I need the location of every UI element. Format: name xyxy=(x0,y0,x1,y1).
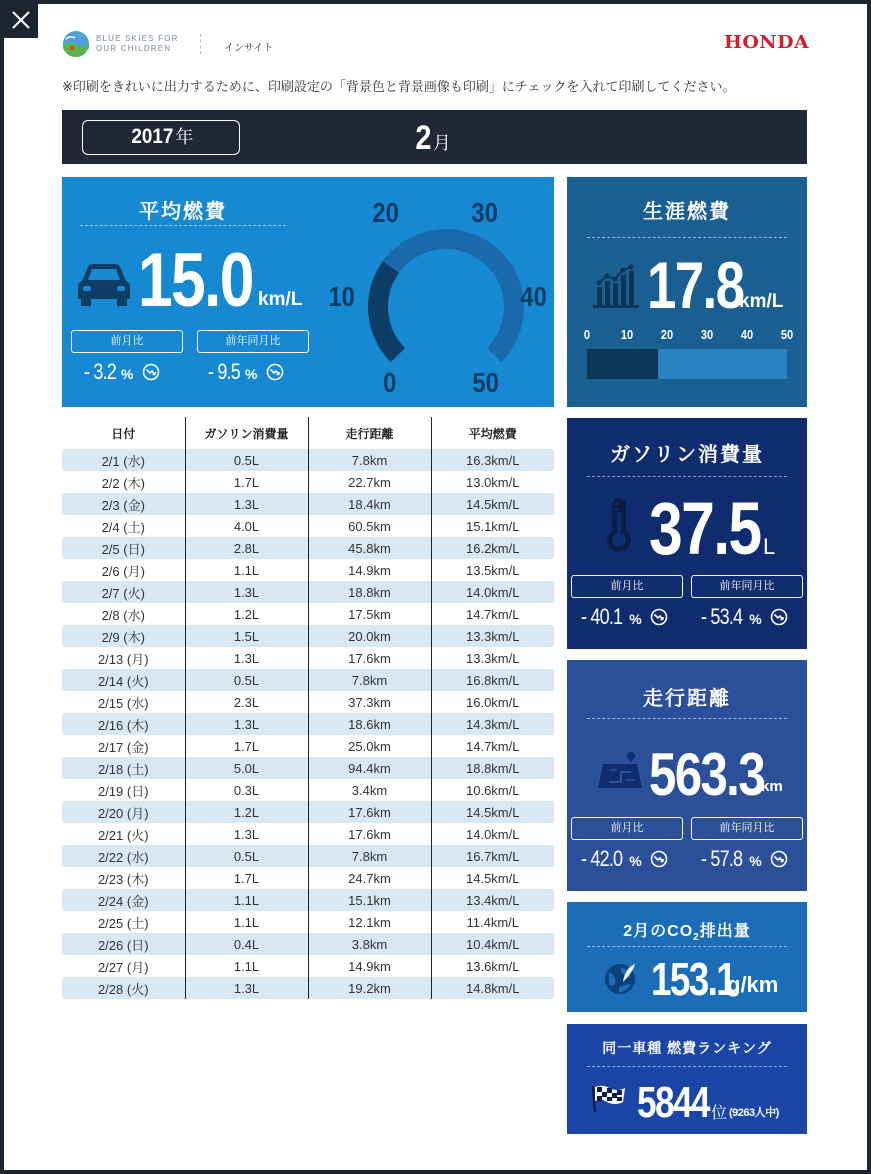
table-cell: 22.7km xyxy=(308,471,431,493)
scale-tick: 50 xyxy=(780,327,794,342)
table-cell: 2/23 (木) xyxy=(62,867,185,889)
table-cell: 2/27 (月) xyxy=(62,955,185,977)
prev-year-button[interactable]: 前年同月比 xyxy=(691,575,803,598)
table-cell: 7.8km xyxy=(308,669,431,691)
prev-year-button[interactable]: 前年同月比 xyxy=(691,817,803,840)
title-divider xyxy=(587,237,787,238)
table-row xyxy=(62,537,554,559)
table-cell: 17.6km xyxy=(308,801,431,823)
table-cell: 12.1km xyxy=(308,911,431,933)
table-cell: 94.4km xyxy=(308,757,431,779)
prev-month-change: - 3.2 % xyxy=(84,359,160,385)
table-cell: 45.8km xyxy=(308,537,431,559)
trend-down-icon xyxy=(770,850,788,868)
thermometer-icon xyxy=(601,496,637,554)
lifetime-bar xyxy=(587,349,787,379)
table-cell: 1.3L xyxy=(185,493,308,515)
distance-panel xyxy=(567,660,807,891)
table-row xyxy=(62,801,554,823)
table-cell: 7.8km xyxy=(308,845,431,867)
table-row xyxy=(62,911,554,933)
table-cell: 2/19 (日) xyxy=(62,779,185,801)
average-fuel-gauge xyxy=(324,189,554,407)
table-cell: 1.3L xyxy=(185,713,308,735)
prev-month-button[interactable]: 前月比 xyxy=(571,817,683,840)
table-cell: 16.7km/L xyxy=(431,845,554,867)
table-cell: 1.2L xyxy=(185,603,308,625)
title-divider xyxy=(587,476,787,477)
table-row xyxy=(62,515,554,537)
table-cell: 0.4L xyxy=(185,933,308,955)
table-row xyxy=(62,647,554,669)
table-cell: 2/3 (金) xyxy=(62,493,185,515)
table-cell: 14.7km/L xyxy=(466,606,520,622)
ranking-panel xyxy=(567,1024,807,1134)
prev-month-change: - 40.1 % xyxy=(581,604,668,630)
table-cell: 1.5L xyxy=(185,625,308,647)
lifetime-fuel-panel xyxy=(567,177,807,407)
table-cell: 2/4 (土) xyxy=(62,515,185,537)
table-cell: 2/13 (月) xyxy=(62,647,185,669)
table-cell: 15.1km/L xyxy=(466,518,520,534)
table-row xyxy=(62,603,554,625)
gauge-tick-0: 0 xyxy=(383,367,397,398)
table-cell: 1.1L xyxy=(185,911,308,933)
close-icon xyxy=(10,9,32,31)
title-divider xyxy=(587,946,787,947)
table-cell: 1.7L xyxy=(185,471,308,493)
title-divider xyxy=(80,225,286,226)
lifetime-fuel-value: 17.8 xyxy=(647,248,744,322)
table-cell: 19.2km xyxy=(308,977,431,999)
gasoline-unit: L xyxy=(763,534,776,559)
earth-leaf-icon xyxy=(603,962,637,996)
table-row xyxy=(62,691,554,713)
trend-down-icon xyxy=(650,850,668,868)
lifetime-fuel-unit: km/L xyxy=(739,291,784,312)
year-value: 2017 xyxy=(130,125,174,148)
header-divider xyxy=(200,34,201,54)
logo-text: BLUE SKIES FOR OUR CHILDREN xyxy=(96,34,179,53)
blue-skies-logo[interactable] xyxy=(62,30,179,58)
table-cell: 16.2km/L xyxy=(431,537,554,559)
table-cell: 2/22 (水) xyxy=(62,845,185,867)
table-cell: 2/15 (水) xyxy=(62,691,185,713)
table-row xyxy=(62,845,554,867)
table-row xyxy=(62,757,554,779)
table-row xyxy=(62,735,554,757)
table-cell: 25.0km xyxy=(308,735,431,757)
table-cell: 2.8L xyxy=(185,537,308,559)
year-unit: 年 xyxy=(175,127,194,147)
ranking-value: 5844 xyxy=(637,1078,709,1127)
average-fuel-unit: km/L xyxy=(258,289,303,310)
table-header-row xyxy=(62,417,554,449)
table-cell: 24.7km xyxy=(308,867,431,889)
table-cell: 2/6 (月) xyxy=(62,559,185,581)
table-cell: 37.3km xyxy=(308,691,431,713)
co2-value: 153.1 xyxy=(651,953,736,1005)
year-selector[interactable] xyxy=(82,120,240,155)
ranking-note: (9263人中) xyxy=(729,1107,779,1119)
distance-title: 走行距離 xyxy=(643,688,731,710)
gauge-tick-50: 50 xyxy=(472,367,499,398)
table-cell: 14.9km xyxy=(308,955,431,977)
car-icon xyxy=(76,261,132,307)
average-fuel-value: 15.0 xyxy=(138,238,253,323)
month-display xyxy=(414,119,451,158)
table-cell: 14.9km xyxy=(308,559,431,581)
table-cell: 2/20 (月) xyxy=(62,801,185,823)
table-cell: 18.4km xyxy=(308,493,431,515)
table-cell: 10.4km/L xyxy=(431,933,554,955)
table-cell: 20.0km xyxy=(308,625,431,647)
table-cell: 2/16 (木) xyxy=(62,713,185,735)
table-cell: 4.0L xyxy=(185,515,308,537)
table-row xyxy=(62,933,554,955)
lifetime-bar-fill xyxy=(587,349,658,379)
gasoline-value: 37.5 xyxy=(649,487,761,570)
close-button[interactable] xyxy=(4,4,38,38)
header-date: 日付 xyxy=(62,417,185,449)
average-fuel-panel xyxy=(62,177,554,407)
prev-year-change: - 53.4 % xyxy=(701,604,788,630)
table-cell: 13.3km/L xyxy=(466,650,520,666)
table-cell: 1.1L xyxy=(185,889,308,911)
table-cell: 16.0km/L xyxy=(466,694,520,710)
table-cell: 11.4km/L xyxy=(466,914,519,930)
table-row xyxy=(62,625,554,647)
scale-tick: 30 xyxy=(700,327,714,342)
prev-year-button[interactable]: 前年同月比 xyxy=(197,330,309,353)
table-cell: 17.6km xyxy=(308,823,431,845)
table-cell: 2/28 (火) xyxy=(62,977,185,999)
table-cell: 13.4km/L xyxy=(431,889,554,911)
gasoline-panel xyxy=(567,418,807,649)
table-cell: 2/21 (火) xyxy=(62,823,185,845)
table-body xyxy=(62,449,554,999)
prev-month-change: - 42.0 % xyxy=(581,846,668,872)
lifetime-scale xyxy=(567,327,807,343)
month-value: 2 xyxy=(415,119,432,157)
table-cell: 13.5km/L xyxy=(466,562,520,578)
co2-panel xyxy=(567,902,807,1012)
table-cell: 2/8 (水) xyxy=(62,603,185,625)
average-fuel-title: 平均燃費 xyxy=(139,201,227,223)
trend-down-icon xyxy=(770,608,788,626)
trend-down-icon xyxy=(650,608,668,626)
report-window xyxy=(4,4,867,1170)
table-row xyxy=(62,977,554,999)
table-cell: 14.0km/L xyxy=(431,581,554,603)
insight-link[interactable]: インサイト xyxy=(224,43,274,54)
table-row xyxy=(62,779,554,801)
table-cell: 13.6km/L xyxy=(466,958,520,974)
co2-title: 2月の$CO_2$排出量 xyxy=(623,923,751,944)
date-bar xyxy=(62,110,807,164)
month-unit: 月 xyxy=(432,133,451,153)
ranking-unit: 位 xyxy=(711,1105,728,1122)
prev-year-change: - 9.5 % xyxy=(208,359,284,385)
co2-unit: g/km xyxy=(727,972,779,997)
header-avg-fuel: 平均燃費 xyxy=(468,426,517,441)
table-cell: 1.1L xyxy=(185,955,308,977)
globe-logo-icon xyxy=(62,30,90,58)
table-cell: 14.5km/L xyxy=(431,493,554,515)
table-cell: 1.3L xyxy=(185,647,308,669)
table-cell: 0.3L xyxy=(185,779,308,801)
table-cell: 16.8km/L xyxy=(431,669,554,691)
distance-unit: km xyxy=(761,778,783,795)
table-cell: 1.7L xyxy=(185,735,308,757)
table-cell: 1.7L xyxy=(185,867,308,889)
gauge-tick-30: 30 xyxy=(471,197,498,228)
table-cell: 17.6km xyxy=(308,647,431,669)
gauge-tick-20: 20 xyxy=(372,197,399,228)
table-cell: 1.3L xyxy=(185,823,308,845)
title-divider xyxy=(587,1066,787,1067)
table-cell: 13.0km/L xyxy=(466,474,520,490)
table-cell: 14.3km/L xyxy=(431,713,554,735)
table-cell: 0.5L xyxy=(185,449,308,471)
title-divider xyxy=(587,718,787,719)
table-cell: 2/24 (金) xyxy=(62,889,185,911)
table-cell: 13.3km/L xyxy=(431,625,554,647)
table-row xyxy=(62,581,554,603)
table-cell: 18.6km xyxy=(308,713,431,735)
table-cell: 14.0km/L xyxy=(466,826,520,842)
table-cell: 2/2 (木) xyxy=(62,471,185,493)
table-cell: 1.3L xyxy=(185,581,308,603)
scale-tick: 20 xyxy=(660,327,674,342)
prev-month-button[interactable]: 前月比 xyxy=(71,330,183,353)
scale-tick: 40 xyxy=(740,327,754,342)
table-cell: 14.5km/L xyxy=(466,870,520,886)
table-row xyxy=(62,955,554,977)
table-cell: 1.3L xyxy=(185,977,308,999)
table-cell: 0.5L xyxy=(185,845,308,867)
table-cell: 2/26 (日) xyxy=(62,933,185,955)
table-cell: 2/5 (日) xyxy=(62,537,185,559)
table-row xyxy=(62,669,554,691)
gauge-tick-40: 40 xyxy=(520,281,547,312)
prev-month-button[interactable]: 前月比 xyxy=(571,575,683,598)
table-row xyxy=(62,471,554,493)
table-row xyxy=(62,889,554,911)
table-cell: 15.1km xyxy=(308,889,431,911)
table-row xyxy=(62,713,554,735)
table-cell: 14.8km/L xyxy=(431,977,554,999)
table-row xyxy=(62,867,554,889)
table-cell: 10.6km/L xyxy=(466,782,520,798)
table-cell: 7.8km xyxy=(308,449,431,471)
checkered-flag-icon xyxy=(591,1084,627,1114)
table-cell: 2/25 (土) xyxy=(62,911,185,933)
table-cell: 18.8km xyxy=(308,581,431,603)
scale-tick: 10 xyxy=(620,327,634,342)
table-cell: 60.5km xyxy=(308,515,431,537)
ranking-title: 同一車種 燃費ランキング xyxy=(602,1040,772,1056)
table-cell: 2/14 (火) xyxy=(62,669,185,691)
table-row xyxy=(62,449,554,471)
daily-log-table xyxy=(62,417,554,999)
distance-value: 563.3 xyxy=(649,741,764,808)
print-notice: ※印刷をきれいに出力するために、印刷設定の「背景色と背景画像も印刷」にチェックを入れて印刷してください。 xyxy=(62,79,736,94)
table-cell: 14.5km/L xyxy=(431,801,554,823)
table-cell: 0.5L xyxy=(185,669,308,691)
table-row xyxy=(62,559,554,581)
table-cell: 3.8km xyxy=(308,933,431,955)
gasoline-title: ガソリン消費量 xyxy=(610,444,764,466)
table-cell: 2/17 (金) xyxy=(62,735,185,757)
table-row xyxy=(62,493,554,515)
table-row xyxy=(62,823,554,845)
table-cell: 17.5km xyxy=(308,603,431,625)
table-cell: 2/7 (火) xyxy=(62,581,185,603)
table-cell: 3.4km xyxy=(308,779,431,801)
table-cell: 1.1L xyxy=(185,559,308,581)
table-cell: 2/9 (木) xyxy=(62,625,185,647)
navigation-map-icon xyxy=(597,750,643,790)
header-distance: 走行距離 xyxy=(308,417,431,449)
table-cell: 2/1 (水) xyxy=(62,449,185,471)
table-cell: 2.3L xyxy=(185,691,308,713)
table-cell: 16.3km/L xyxy=(431,449,554,471)
bar-chart-icon xyxy=(593,263,641,309)
table-cell: 18.8km/L xyxy=(431,757,554,779)
scale-tick: 0 xyxy=(583,327,591,342)
lifetime-fuel-title: 生涯燃費 xyxy=(643,201,731,223)
header-gasoline: ガソリン消費量 xyxy=(185,417,308,449)
table-cell: 14.7km/L xyxy=(466,738,520,754)
trend-down-icon xyxy=(142,363,160,381)
trend-down-icon xyxy=(266,363,284,381)
honda-logo: HONDA xyxy=(723,32,809,53)
table-cell: 5.0L xyxy=(185,757,308,779)
table-cell: 2/18 (土) xyxy=(62,757,185,779)
table-cell: 1.2L xyxy=(185,801,308,823)
gauge-tick-10: 10 xyxy=(328,281,355,312)
prev-year-change: - 57.8 % xyxy=(701,846,788,872)
